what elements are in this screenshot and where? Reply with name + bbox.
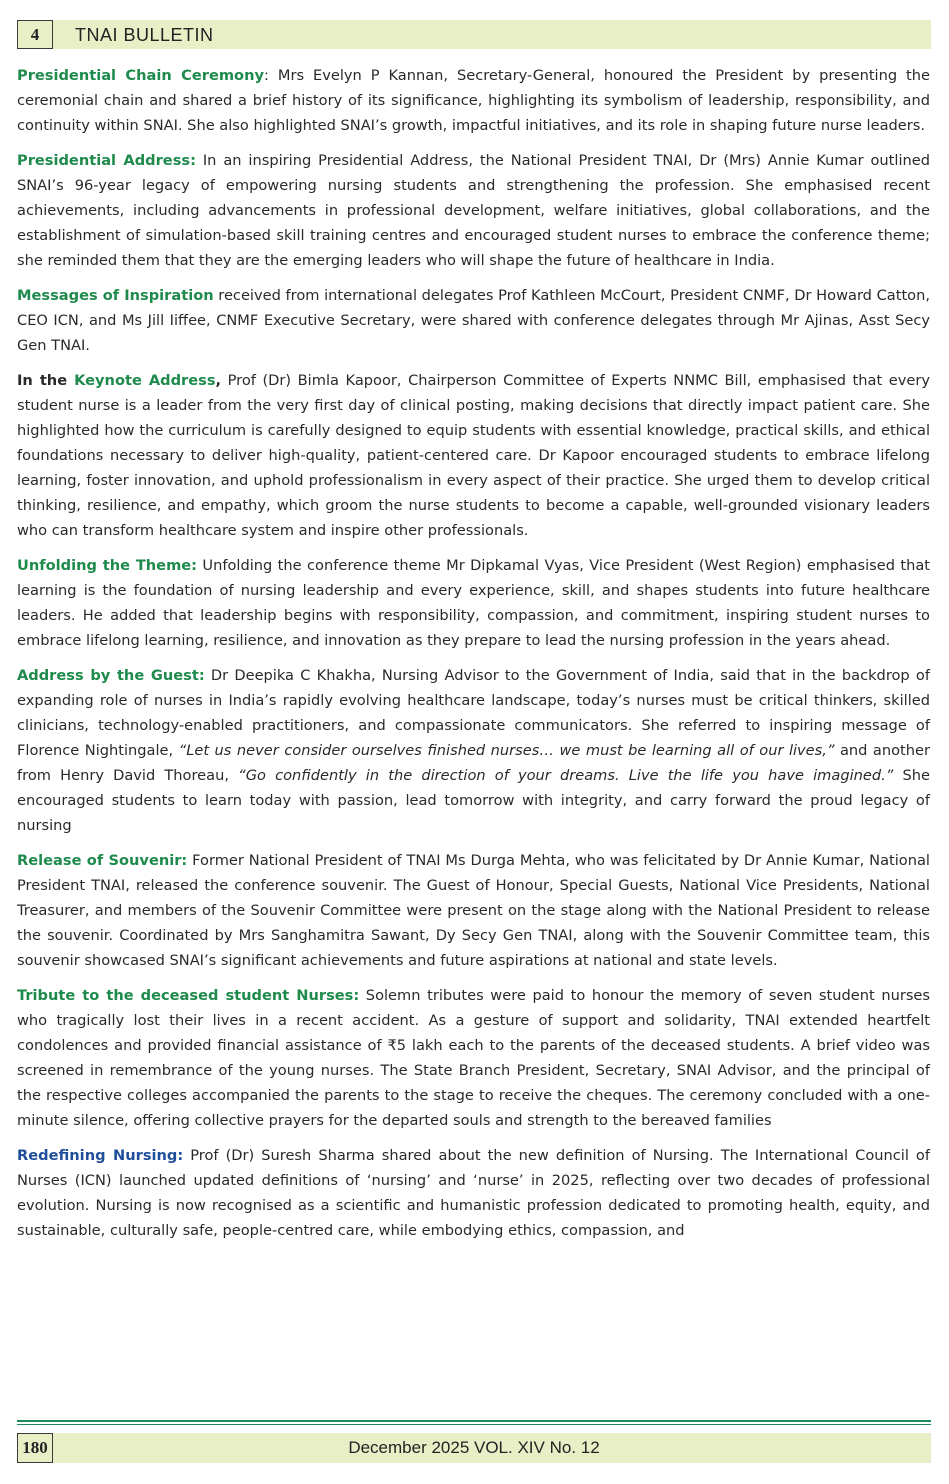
paragraph-lead-comma: , <box>215 372 222 389</box>
paragraph-text: : Mrs Evelyn P Kannan, Secretary-General, honoured the President by presenting the ceremonial chain and shared a brief history of its significance, highlighting its symbolism of leadership, responsibility, and continuity within SNAI. She also highlighted SNAI’s growth, impactful initiatives, and its role in shaping future nurse leaders. <box>17 67 930 134</box>
paragraph-keynote-address <box>17 368 930 543</box>
paragraph-heading: Messages of Inspiration <box>17 287 214 304</box>
quote-thoreau: “Go confidently in the direction of your dreams. Live the life you have imagined.” <box>238 767 894 784</box>
section-number: 4 <box>17 20 53 49</box>
bulletin-title: TNAI BULLETIN <box>75 25 214 45</box>
paragraph-text: received from international delegates Prof Kathleen McCourt, President CNMF, Dr Howard Catton, CEO ICN, and Ms Jill Iiffee, CNMF Executive Secretary, were shared with conference delegates through Mr Ajinas, Asst Secy Gen TNAI. <box>17 287 930 354</box>
article-body <box>17 63 930 1253</box>
paragraph-heading: Keynote Address <box>74 372 216 389</box>
paragraph-unfolding-theme <box>17 553 930 653</box>
paragraph-messages-inspiration <box>17 283 930 358</box>
quote-nightingale: “Let us never consider ourselves finished nurses… we must be learning all of our lives,” <box>178 742 835 759</box>
paragraph-redefining-nursing <box>17 1143 930 1243</box>
paragraph-release-souvenir <box>17 848 930 973</box>
paragraph-text: In an inspiring Presidential Address, the National President TNAI, Dr (Mrs) Annie Kumar outlined SNAI’s 96-year legacy of empowering nursing students and strengthening the profession. She emphasised recent achievements, including advancements in professional development, welfare initiatives, global collaborations, and the establishment of simulation-based skill training centres and encouraged student nurses to embrace the conference theme; she reminded them that they are the emerging leaders who will shape the future of healthcare in India. <box>17 152 930 269</box>
paragraph-heading: Release of Souvenir: <box>17 852 188 869</box>
paragraph-heading: Presidential Chain Ceremony <box>17 67 264 84</box>
paragraph-heading: Redefining Nursing: <box>17 1147 184 1164</box>
paragraph-heading: Unfolding the Theme: <box>17 557 198 574</box>
paragraph-heading: Address by the Guest: <box>17 667 205 684</box>
paragraph-lead: In the <box>17 372 75 389</box>
paragraph-heading: Presidential Address: <box>17 152 196 169</box>
paragraph-text: Unfolding the conference theme Mr Dipkamal Vyas, Vice President (West Region) emphasised that learning is the foundation of nursing leadership and every experience, skill, and shapes students into future healthcare leaders. He added that leadership begins with responsibility, compassion, and commitment, inspiring student nurses to embrace lifelong learning, resilience, and innovation as they prepare to lead the nursing profession in the years ahead. <box>17 557 930 649</box>
paragraph-presidential-chain <box>17 63 930 138</box>
paragraph-text: Dr Deepika C Khakha, Nursing Advisor to the Government of India, said that in the backdrop of expanding role of nurses in India’s rapidly evolving healthcare landscape, today’s nurses must be critical thinkers, skilled clinicians, technology-enabled practitioners, and compassionate communicators. She referred to inspiring message of Florence Nightingale, <box>17 667 930 759</box>
issue-info: December 2025 VOL. XIV No. 12 <box>348 1438 600 1457</box>
paragraph-text: Solemn tributes were paid to honour the memory of seven student nurses who tragically lost their lives in a recent accident. As a gesture of support and solidarity, TNAI extended heartfelt condolences and provided financial assistance of ₹5 lakh each to the parents of the deceased students. A brief video was screened in remembrance of the young nurses. The State Branch President, Secretary, SNAI Advisor, and the principal of the respective colleges accompanied the parents to the stage to receive the cheques. The ceremony concluded with a one-minute silence, offering collective prayers for the departed souls and strength to the bereaved families <box>17 987 930 1129</box>
paragraph-heading: Tribute to the deceased student Nurses: <box>17 987 360 1004</box>
paragraph-text: Prof (Dr) Bimla Kapoor, Chairperson Committee of Experts NNMC Bill, emphasised that every student nurse is a leader from the very first day of clinical posting, making decisions that directly impact patient care. She highlighted how the curriculum is carefully designed to equip students with essential knowledge, practical skills, and ethical foundations necessary to deliver high-quality, patient-centered care. Dr Kapoor encouraged students to embrace lifelong learning, foster innovation, and uphold professionalism in every aspect of their practice. She urged them to develop critical thinking, resilience, and empathy, which groom the nurse students to become a capable, well-grounded visionary leaders who can transform healthcare system and inspire other professionals. <box>17 372 930 539</box>
paragraph-text-middle: and another from Henry David Thoreau, <box>17 742 930 784</box>
paragraph-presidential-address <box>17 148 930 273</box>
paragraph-text-tail: She encouraged students to learn today with passion, lead tomorrow with integrity, and carry forward the proud legacy of nursing <box>17 767 931 834</box>
paragraph-text: Prof (Dr) Suresh Sharma shared about the new definition of Nursing. The International Council of Nurses (ICN) launched updated definitions of ‘nursing’ and ‘nurse’ in 2025, reflecting over two decades of professional evolution. Nursing is now recognised as a scientific and humanistic profession dedicated to promoting health, equity, and sustainable, culturally safe, people-centred care, while embodying ethics, compassion, and <box>17 1147 930 1239</box>
paragraph-text: Former National President of TNAI Ms Durga Mehta, who was felicitated by Dr Annie Kumar, National President TNAI, released the conference souvenir. The Guest of Honour, Special Guests, National Vice Presidents, National Treasurer, and members of the Souvenir Committee were present on the stage along with the National President to release the souvenir. Coordinated by Mrs Sanghamitra Sawant, Dy Secy Gen TNAI, along with the Souvenir Committee team, this souvenir showcased SNAI’s significant achievements and future aspirations at national and state levels. <box>17 852 930 969</box>
footer-rule-thin <box>17 1424 931 1425</box>
page-number: 180 <box>17 1433 53 1463</box>
paragraph-address-guest <box>17 663 930 838</box>
footer-rule <box>17 1420 931 1422</box>
paragraph-tribute <box>17 983 930 1133</box>
